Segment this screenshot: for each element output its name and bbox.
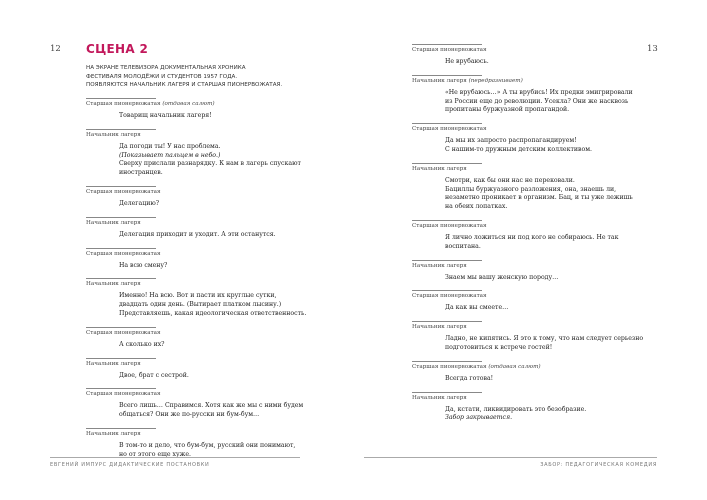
dialogue-line: незаметно проникает в организм. Бац, и ты уже лежишь xyxy=(445,194,633,202)
speaker-name xyxy=(412,47,652,53)
dialogue-line: пропитаны буржуазной пропагандой. xyxy=(445,106,570,114)
speaker-rule xyxy=(86,428,156,429)
speaker-label: Старшая пионервожатая xyxy=(86,188,161,195)
footer-title: ЗАБОР: ПЕДАГОГИЧЕСКАЯ КОМЕДИЯ xyxy=(540,462,657,468)
dialogue-line: на обеих лопатках. xyxy=(445,203,508,211)
dialogue-line: Ладно, не кипятись. Я это к тому, что нам следует серьезно xyxy=(445,335,644,343)
dialogue-block xyxy=(412,392,652,424)
speaker-rule xyxy=(412,392,482,393)
speaker-rule xyxy=(86,248,156,249)
dialogue-line: Да погоди ты! У нас проблема. xyxy=(119,142,221,150)
dialogue-block xyxy=(412,44,652,67)
dialogue-block xyxy=(86,129,326,178)
speaker-name xyxy=(412,78,652,84)
dialogue-line: иностранцев. xyxy=(119,169,163,177)
dialogue-block xyxy=(86,388,326,420)
speaker-rule xyxy=(412,123,482,124)
dialogue-line: Я лично ложиться ни под кого не собираюсь. Не так xyxy=(445,233,619,241)
speaker-name xyxy=(412,364,652,370)
dialogue-line: но от этого еще хуже. xyxy=(119,450,191,458)
speaker-name xyxy=(86,189,326,195)
speaker-label: Начальник лагеря xyxy=(412,262,467,269)
speaker-rule xyxy=(412,361,482,362)
speaker-name xyxy=(412,395,652,401)
intro-line: НА ЭКРАНЕ ТЕЛЕВИЗОРА ДОКУМЕНТАЛЬНАЯ ХРОНИКА xyxy=(86,65,246,71)
speaker-name xyxy=(412,293,652,299)
speaker-rule xyxy=(86,186,156,187)
speaker-rule xyxy=(86,98,156,99)
dialogue-block xyxy=(412,321,652,353)
speaker-rule xyxy=(412,290,482,291)
speaker-rule xyxy=(412,163,482,164)
speaker-name xyxy=(86,281,326,287)
speaker-name xyxy=(412,223,652,229)
dialogue-line: общаться? Они же по-русски ни бум-бум… xyxy=(119,411,260,419)
dialogue-line: Не врубаюсь. xyxy=(445,58,489,65)
speaker-label: Начальник лагеря xyxy=(412,394,467,401)
speaker-rule xyxy=(412,321,482,322)
speaker-name xyxy=(86,220,326,226)
dialogue-line: Да как вы смеете… xyxy=(445,304,509,312)
dialogue-block xyxy=(412,361,652,384)
dialogue-line: Товарищ начальник лагеря! xyxy=(119,112,212,119)
speaker-label: Начальник лагеря xyxy=(412,324,467,331)
speaker-name xyxy=(86,391,326,397)
dialogue-line: Забор закрывается. xyxy=(445,414,513,422)
speaker-label: Начальник лагеря xyxy=(86,219,141,226)
speaker-label: Начальник лагеря xyxy=(412,77,467,84)
speaker-name xyxy=(86,431,326,437)
page-number: 12 xyxy=(50,44,61,54)
scene-title: СЦЕНА 2 xyxy=(86,42,149,56)
stage-note: (отдавая салют) xyxy=(488,363,541,370)
dialogue-block xyxy=(86,98,326,121)
speaker-label: Старшая пионервожатая xyxy=(86,329,161,336)
dialogue-line: из России еще до революции. Усекла? Они же насквозь xyxy=(445,97,629,105)
dialogue-line: Представляешь, какая идеологическая ответственность. xyxy=(119,309,307,317)
dialogue-line: Делегация приходит и уходит. А эти останутся. xyxy=(119,230,276,238)
dialogue-block xyxy=(86,217,326,240)
dialogue-line: Всего лишь… Справимся. Хотя как же мы с ними будем xyxy=(119,402,304,410)
dialogue-column xyxy=(412,44,652,431)
dialogue-line: Бациллы буржуазного разложения, она, знаешь ли, xyxy=(445,185,617,193)
speaker-label: Начальник лагеря xyxy=(412,165,467,172)
speaker-name xyxy=(412,166,652,172)
dialogue-line: подготовиться к встрече гостей! xyxy=(445,343,553,351)
dialogue-block xyxy=(412,260,652,283)
dialogue-line: Двое, брат с сестрой. xyxy=(119,371,189,379)
speaker-rule xyxy=(86,327,156,328)
speaker-label: Старшая пионервожатая xyxy=(86,391,161,398)
dialogue-line: В том-то и дело, что бум-бум, русский они понимают, xyxy=(119,441,296,449)
right-page xyxy=(354,0,707,500)
scene-intro xyxy=(86,64,316,90)
dialogue-block xyxy=(86,327,326,350)
dialogue-line: Смотри, как бы они нас не перековали. xyxy=(445,176,575,184)
speaker-rule xyxy=(412,220,482,221)
speaker-name xyxy=(86,251,326,257)
dialogue-block xyxy=(86,186,326,209)
footer-author: ЕВГЕНИЙ ИМПУРС ДИДАКТИЧЕСКИЕ ПОСТАНОВКИ xyxy=(50,462,210,468)
speaker-label: Начальник лагеря xyxy=(86,131,141,138)
speaker-rule xyxy=(412,260,482,261)
footer-rule xyxy=(364,457,657,458)
dialogue-block xyxy=(86,428,326,460)
speaker-rule xyxy=(412,44,482,45)
speaker-label: Начальник лагеря xyxy=(86,360,141,367)
intro-line: ФЕСТИВАЛЯ МОЛОДЁЖИ И СТУДЕНТОВ 1957 ГОДА. xyxy=(86,73,238,80)
speaker-label: Начальник лагеря xyxy=(86,281,141,288)
dialogue-column xyxy=(86,98,326,468)
dialogue-block xyxy=(412,220,652,252)
dialogue-line: Сверху прислали разнарядку. К нам в лагерь спускают xyxy=(119,160,301,168)
dialogue-block xyxy=(412,163,652,212)
dialogue-line: воспитана. xyxy=(445,242,481,250)
speaker-name xyxy=(412,324,652,330)
dialogue-line: Да, кстати, ликвидировать это безобразие. xyxy=(445,405,587,413)
speaker-rule xyxy=(412,75,482,76)
speaker-rule xyxy=(86,388,156,389)
left-page xyxy=(0,0,353,500)
speaker-label: Старшая пионервожатая xyxy=(86,101,161,107)
dialogue-line: На всю смену? xyxy=(119,261,168,269)
speaker-name xyxy=(86,101,326,107)
speaker-label: Старшая пионервожатая xyxy=(412,363,487,370)
speaker-label: Старшая пионервожатая xyxy=(412,222,487,229)
speaker-name xyxy=(86,361,326,367)
speaker-label: Старшая пионервожатая xyxy=(412,293,487,300)
page-number: 13 xyxy=(647,44,658,54)
speaker-name xyxy=(412,263,652,269)
dialogue-block xyxy=(86,248,326,271)
dialogue-block xyxy=(86,358,326,381)
stage-note: (передразнивает) xyxy=(468,77,523,84)
footer-rule xyxy=(50,457,300,458)
stage-note: (отдавая салют) xyxy=(162,101,215,107)
dialogue-line: А сколько их? xyxy=(119,340,165,348)
speaker-name xyxy=(86,330,326,336)
intro-line: ПОЯВЛЯЮТСЯ НАЧАЛЬНИК ЛАГЕРЯ И СТАРШАЯ ПИОНЕРВОЖАТАЯ. xyxy=(86,82,283,89)
dialogue-line: Делегацию? xyxy=(119,199,160,207)
dialogue-line: двадцать один день. (Вытирает платком лысину.) xyxy=(119,301,282,309)
speaker-label: Старшая пионервожатая xyxy=(86,250,161,257)
dialogue-line: (Показывает пальцем в небо.) xyxy=(119,151,221,159)
speaker-label: Начальник лагеря xyxy=(86,430,141,437)
dialogue-line: Да мы их запросто распропагандируем! xyxy=(445,137,577,145)
speaker-rule xyxy=(86,358,156,359)
dialogue-line: «Не врубаюсь…» А ты врубись! Их предки эмигрировали xyxy=(445,88,633,96)
speaker-label: Старшая пионервожатая xyxy=(412,47,487,53)
dialogue-block xyxy=(412,123,652,155)
speaker-name xyxy=(412,126,652,132)
speaker-label: Старшая пионервожатая xyxy=(412,126,487,133)
speaker-rule xyxy=(86,278,156,279)
dialogue-line: Именно! На всю. Вот и пасти их круглые сутки, xyxy=(119,292,277,300)
speaker-rule xyxy=(86,217,156,218)
speaker-name xyxy=(86,132,326,138)
dialogue-block xyxy=(412,290,652,313)
dialogue-block xyxy=(412,75,652,115)
dialogue-block xyxy=(86,278,326,318)
dialogue-line: Знаем мы вашу женскую породу… xyxy=(445,273,559,281)
dialogue-line: С нашим-то дружным детским коллективом. xyxy=(445,145,592,153)
speaker-rule xyxy=(86,129,156,130)
dialogue-line: Всегда готова! xyxy=(445,374,494,382)
